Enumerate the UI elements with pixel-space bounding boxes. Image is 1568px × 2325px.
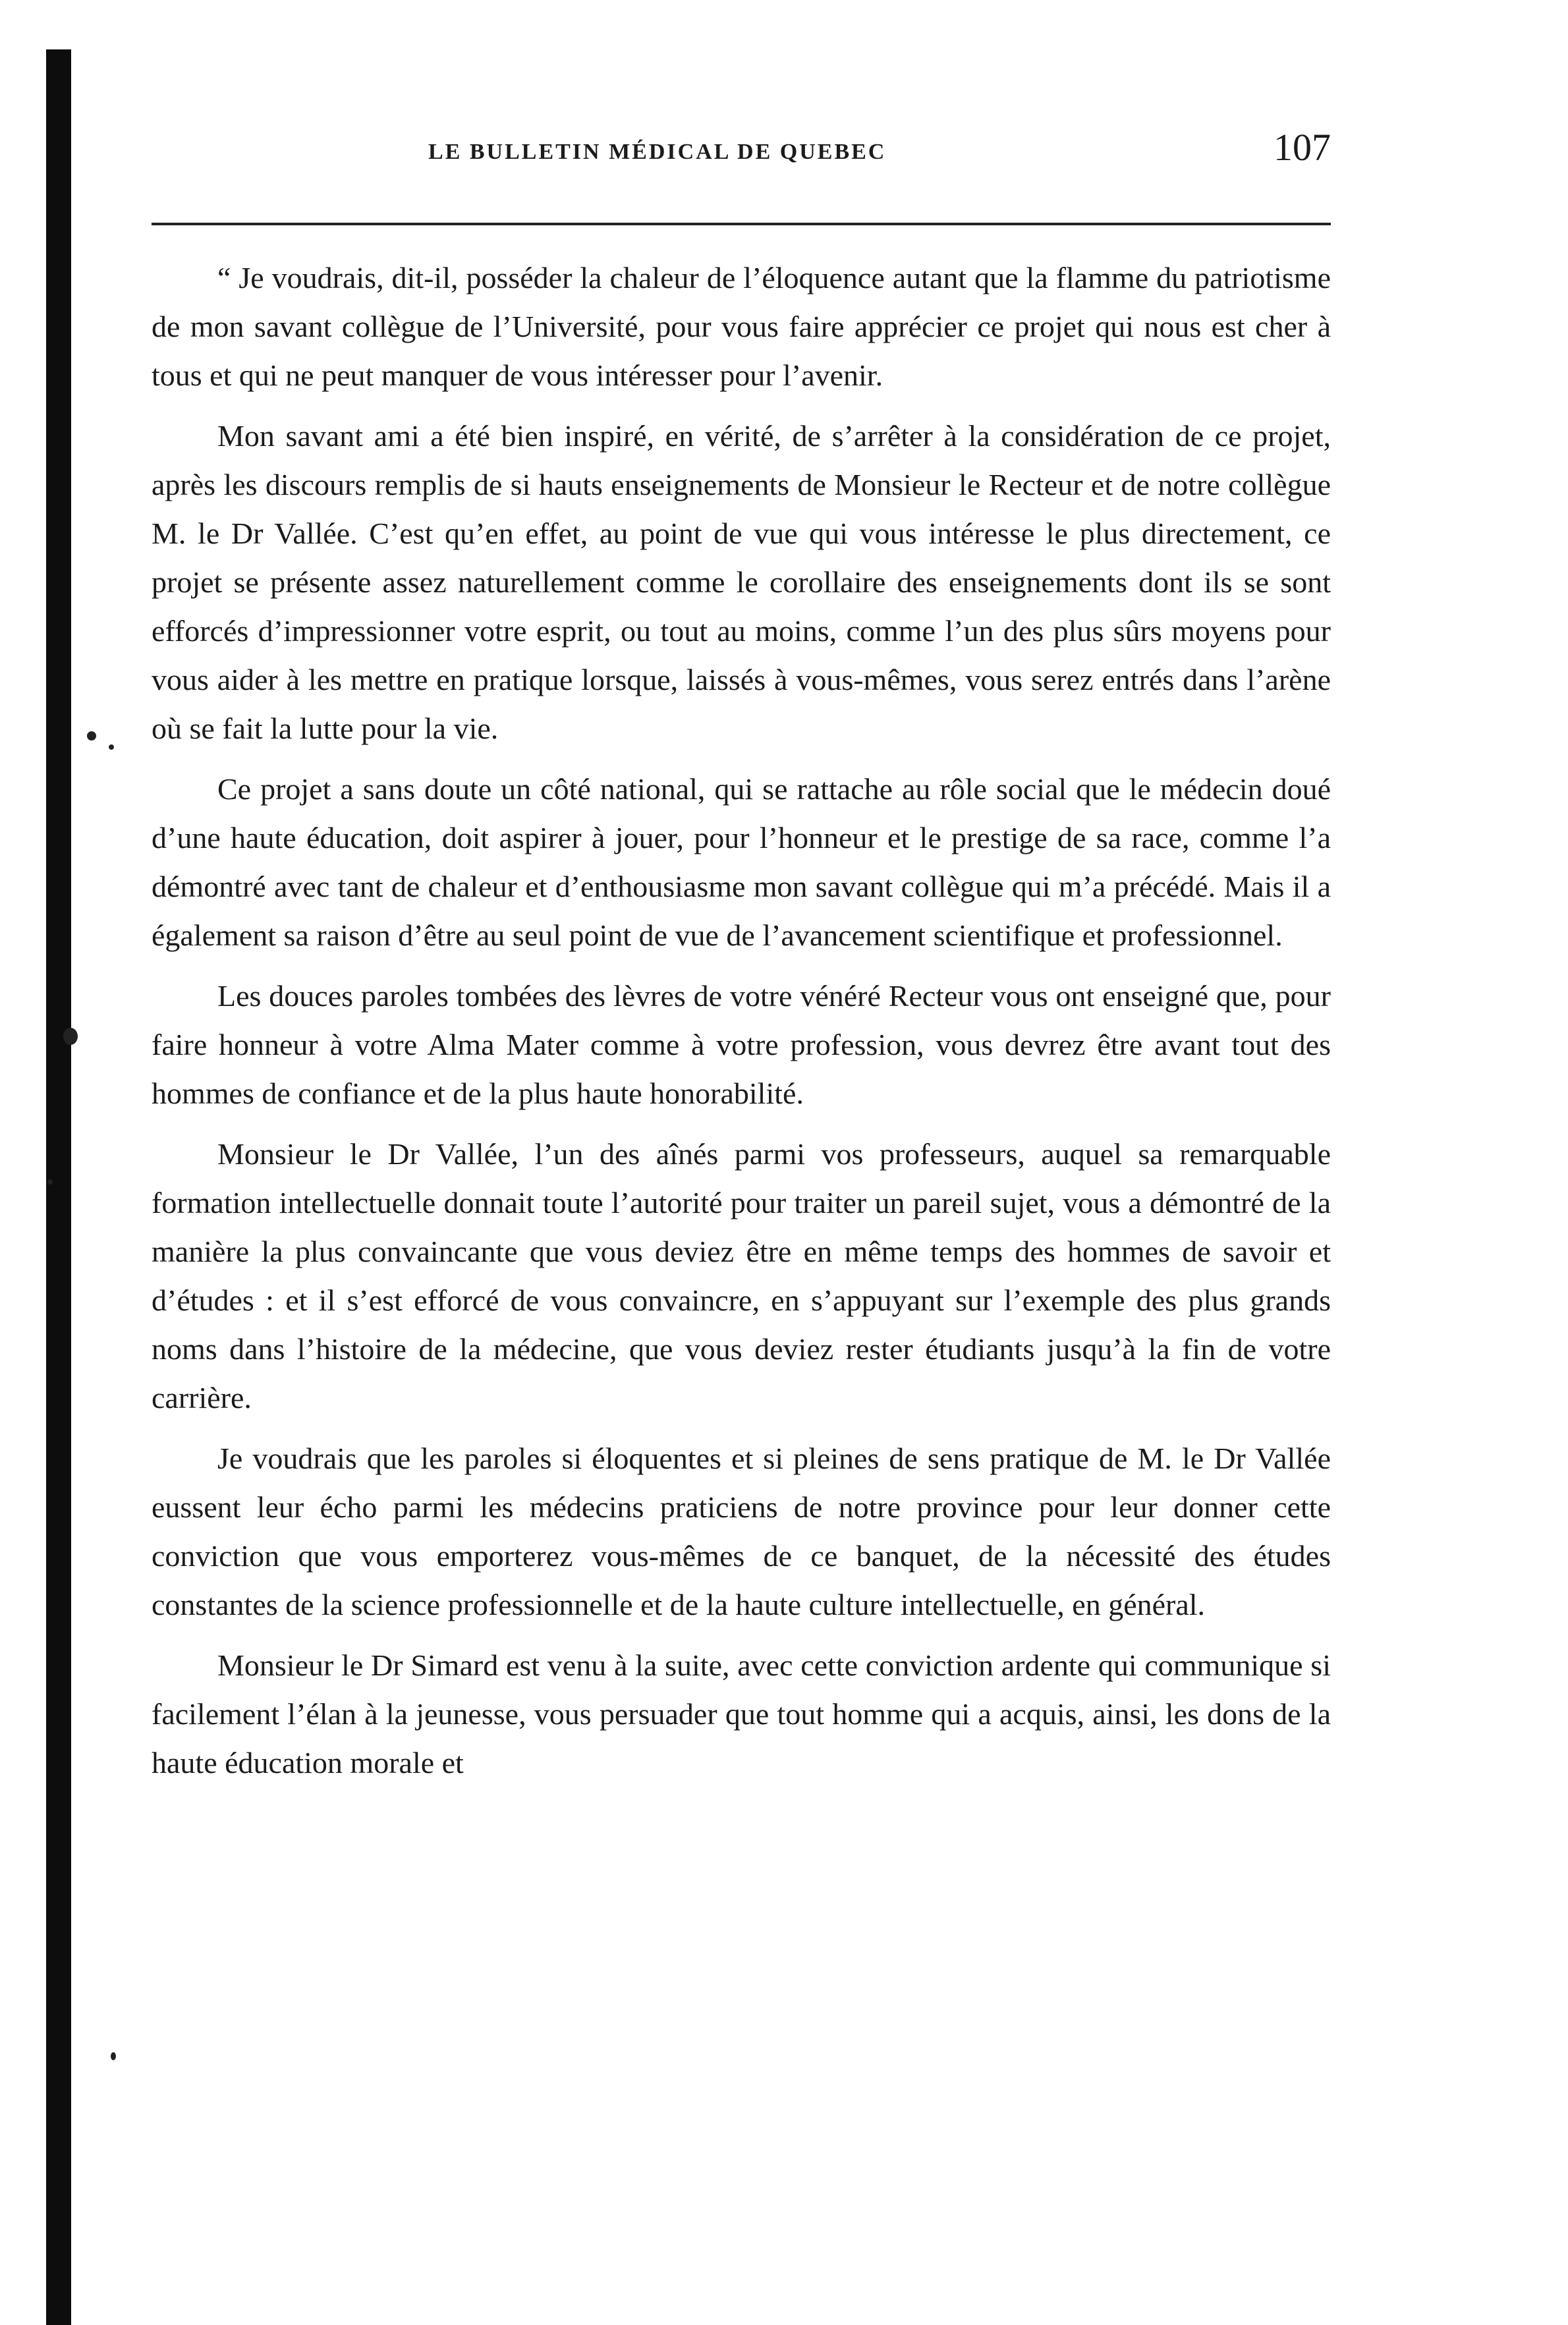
margin-speck: [109, 744, 114, 750]
paragraph: Je voudrais que les paroles si éloquentes et si pleines de sens pratique de M. le Dr Vallée eussent leur écho parmi les médecins praticiens de notre province pour leur donner cette conviction que vous emporterez vous-mêmes de ce banquet, de la nécessité des études constantes de la science professionnelle et de la haute culture intellectuelle, en général.: [152, 1442, 1331, 1621]
header-rule: [152, 223, 1331, 225]
page-binding-edge: [46, 49, 71, 2325]
paragraph: Les douces paroles tombées des lèvres de votre vénéré Recteur vous ont enseigné que, pour faire honneur à votre Alma Mater comme à votre profession, vous devrez être avant tout des hommes de confiance et de la plus haute honorabilité.: [152, 979, 1331, 1110]
body-text: [152, 254, 1331, 1799]
page-header: [152, 112, 1331, 191]
margin-speck: [47, 1179, 53, 1185]
running-title: LE BULLETIN MÉDICAL DE QUEBEC: [428, 140, 887, 164]
margin-speck: [111, 2052, 116, 2060]
page-number: 107: [1274, 126, 1331, 169]
paragraph: Ce projet a sans doute un côté national, qui se rattache au rôle social que le médecin doué d’une haute éducation, doit aspirer à jouer, pour l’honneur et le prestige de sa race, comme l’a démontré avec tant de chaleur et d’enthousiasme mon savant collègue qui m’a précédé. Mais il a également sa raison d’être au seul point de vue de l’avancement scientifique et professionnel.: [152, 772, 1331, 952]
paragraph: Monsieur le Dr Vallée, l’un des aînés parmi vos professeurs, auquel sa remarquable formation intellectuelle donnait toute l’autorité pour traiter un pareil sujet, vous a démontré de la manière la plus convaincante que vous deviez être en même temps des hommes de savoir et d’études : et il s’est efforcé de vous convaincre, en s’appuyant sur l’exemple des plus grands noms dans l’histoire de la médecine, que vous deviez rester étudiants jusqu’à la fin de votre carrière.: [152, 1137, 1331, 1415]
margin-speck: [87, 731, 96, 741]
paragraph: “ Je voudrais, dit-il, posséder la chaleur de l’éloquence autant que la flamme du patriotisme de mon savant collègue de l’Université, pour vous faire apprécier ce projet qui nous est cher à tous et qui ne peut manquer de vous intéresser pour l’avenir.: [152, 261, 1331, 392]
paragraph: Monsieur le Dr Simard est venu à la suite, avec cette conviction ardente qui communique si facilement l’élan à la jeunesse, vous persuader que tout homme qui a acquis, ainsi, les dons de la haute éducation morale et: [152, 1648, 1331, 1779]
margin-speck: [63, 1028, 78, 1045]
paragraph: Mon savant ami a été bien inspiré, en vérité, de s’arrêter à la considération de ce projet, après les discours remplis de si hauts enseignements de Monsieur le Recteur et de notre collègue M. le Dr Vallée. C’est qu’en effet, au point de vue qui vous intéresse le plus directement, ce projet se présente assez naturellement comme le corollaire des enseignements dont ils se sont efforcés d’impressionner votre esprit, ou tout au moins, comme l’un des plus sûrs moyens pour vous aider à les mettre en pratique lorsque, laissés à vous-mêmes, vous serez entrés dans l’arène où se fait la lutte pour la vie.: [152, 419, 1331, 745]
